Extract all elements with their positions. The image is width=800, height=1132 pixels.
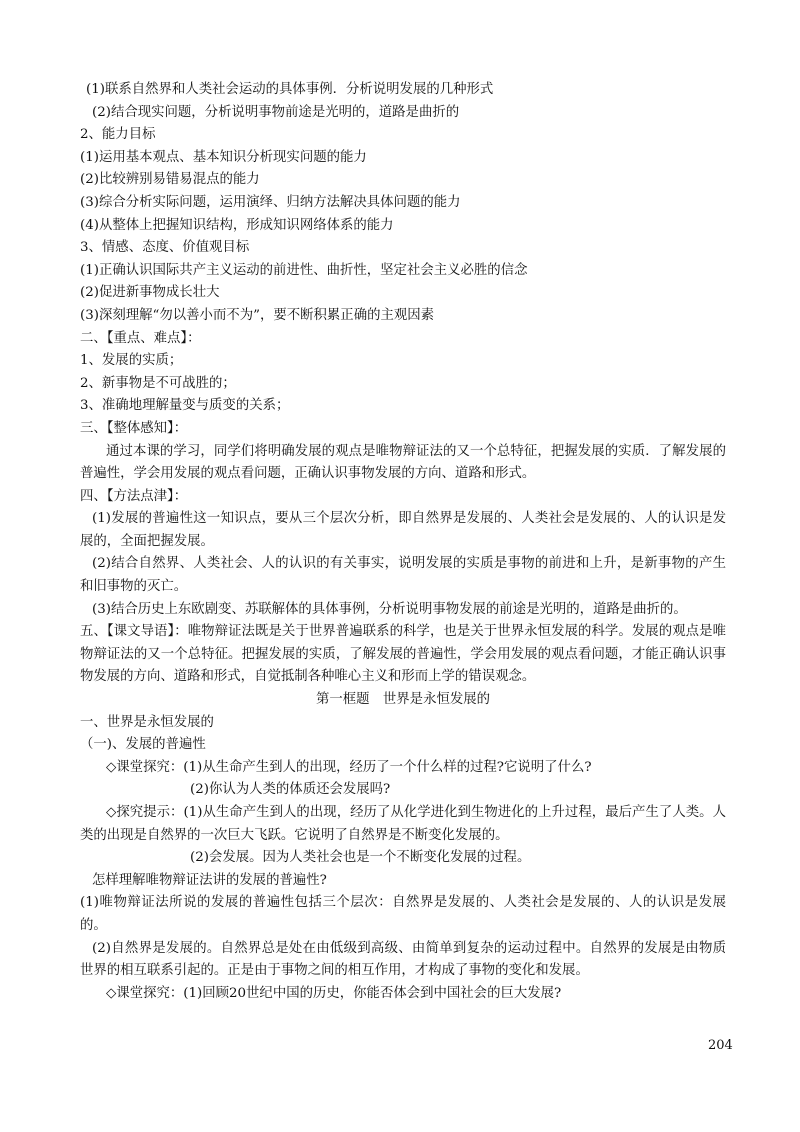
paragraph: (1)唯物辩证法所说的发展的普遍性包括三个层次：自然界是发展的、人类社会是发展的、人的认识是发展的。	[80, 895, 726, 933]
section-heading: 四、【方法点津】：	[80, 488, 188, 504]
paragraph: (2)自然界是发展的。自然界总是处在由低级到高级、由简单到复杂的运动过程中。自然界的发展是由物质世界的相互联系引起的。正是由于事物之间的相互作用，才构成了事物的变化和发展。	[80, 940, 726, 979]
document-page	[80, 79, 726, 1005]
text-line: (4)从整体上把握知识结构，形成知识网络体系的能力	[80, 217, 394, 233]
text-line: (1)运用基本观点、基本知识分析现实问题的能力	[80, 149, 367, 165]
paragraph: (2)结合自然界、人类社会、人的认识的有关事实，说明发展的实质是事物的前进和上升，是新事物的产生和旧事物的灭亡。	[80, 556, 726, 595]
paragraph: 五、【课文导语】：唯物辩证法既是关于世界普遍联系的科学，也是关于世界永恒发展的科学。发展的观点是唯物辩证法的又一个总特征。把握发展的实质，了解发展的普遍性，学会用发展的观点看问题，才能正确认识事物发展的方向、道路和形式，自觉抵制各种唯心主义和形而上学的错误观念。	[80, 624, 726, 685]
text-line: (2)比较辨别易错易混点的能力	[80, 172, 260, 188]
text-line: ◇课堂探究：(1)回顾20世纪中国的历史，你能否体会到中国社会的巨大发展?	[106, 985, 562, 1001]
paragraph: 通过本课的学习，同学们将明确发展的观点是唯物辩证法的又一个总特征，把握发展的实质．了解发展的普遍性，学会用发展的观点看问题，正确认识事物发展的方向、道路和形式。	[80, 443, 726, 482]
text-line: (2)促进新事物成长壮大	[80, 285, 220, 301]
text-line: (2)会发展。因为人类社会也是一个不断变化发展的过程。	[190, 850, 531, 866]
text-line: (3)深刻理解“勿以善小而不为”，要不断积累正确的主观因素	[80, 307, 435, 323]
subheading: 3、情感、态度、价值观目标	[80, 240, 250, 256]
paragraph: ◇探究提示：(1)从生命产生到人的出现，经历了从化学进化到生物进化的上升过程，最后产生了人类。人类的出现是自然界的一次巨大飞跃。它说明了自然界是不断变化发展的。	[80, 805, 726, 843]
text-line: (3)综合分析实际问题，运用演绎、归纳方法解决具体问题的能力	[80, 194, 461, 210]
text-line: ◇课堂探究：(1)从生命产生到人的出现，经历了一个什么样的过程?它说明了什么?	[106, 759, 592, 775]
text-line: (1)联系自然界和人类社会运动的具体事例．分析说明发展的几种形式	[86, 82, 494, 97]
text-line: 3、准确地理解量变与质变的关系；	[80, 398, 290, 414]
section-heading: 二、【重点、难点】：	[80, 330, 201, 346]
section-title: 第一框题 世界是永恒发展的	[315, 692, 491, 708]
subheading: 一、世界是永恒发展的	[80, 714, 214, 730]
paragraph: (1)发展的普遍性这一知识点，要从三个层次分析，即自然界是发展的、人类社会是发展的、人的认识是发展的，全面把握发展。	[80, 511, 726, 549]
section-heading: 三、【整体感知】：	[80, 420, 188, 436]
text-line: 怎样理解唯物辩证法讲的发展的普遍性?	[92, 872, 327, 888]
text-line: 1、发展的实质；	[80, 353, 183, 369]
text-line: (2)结合现实问题，分析说明事物前途是光明的，道路是曲折的	[92, 104, 460, 120]
text-line: (2)你认为人类的体质还会发展吗?	[190, 782, 391, 798]
page-number: 204	[708, 1038, 733, 1053]
text-line: (3)结合历史上东欧剧变、苏联解体的具体事例，分析说明事物发展的前途是光明的，道路是曲折的。	[92, 601, 687, 617]
text-line: 2、新事物是不可战胜的；	[80, 375, 236, 391]
text-line: (1)正确认识国际共产主义运动的前进性、曲折性，坚定社会主义必胜的信念	[80, 262, 528, 278]
subheading: （一)、发展的普遍性	[80, 737, 206, 753]
subheading: 2、能力目标	[80, 127, 156, 143]
